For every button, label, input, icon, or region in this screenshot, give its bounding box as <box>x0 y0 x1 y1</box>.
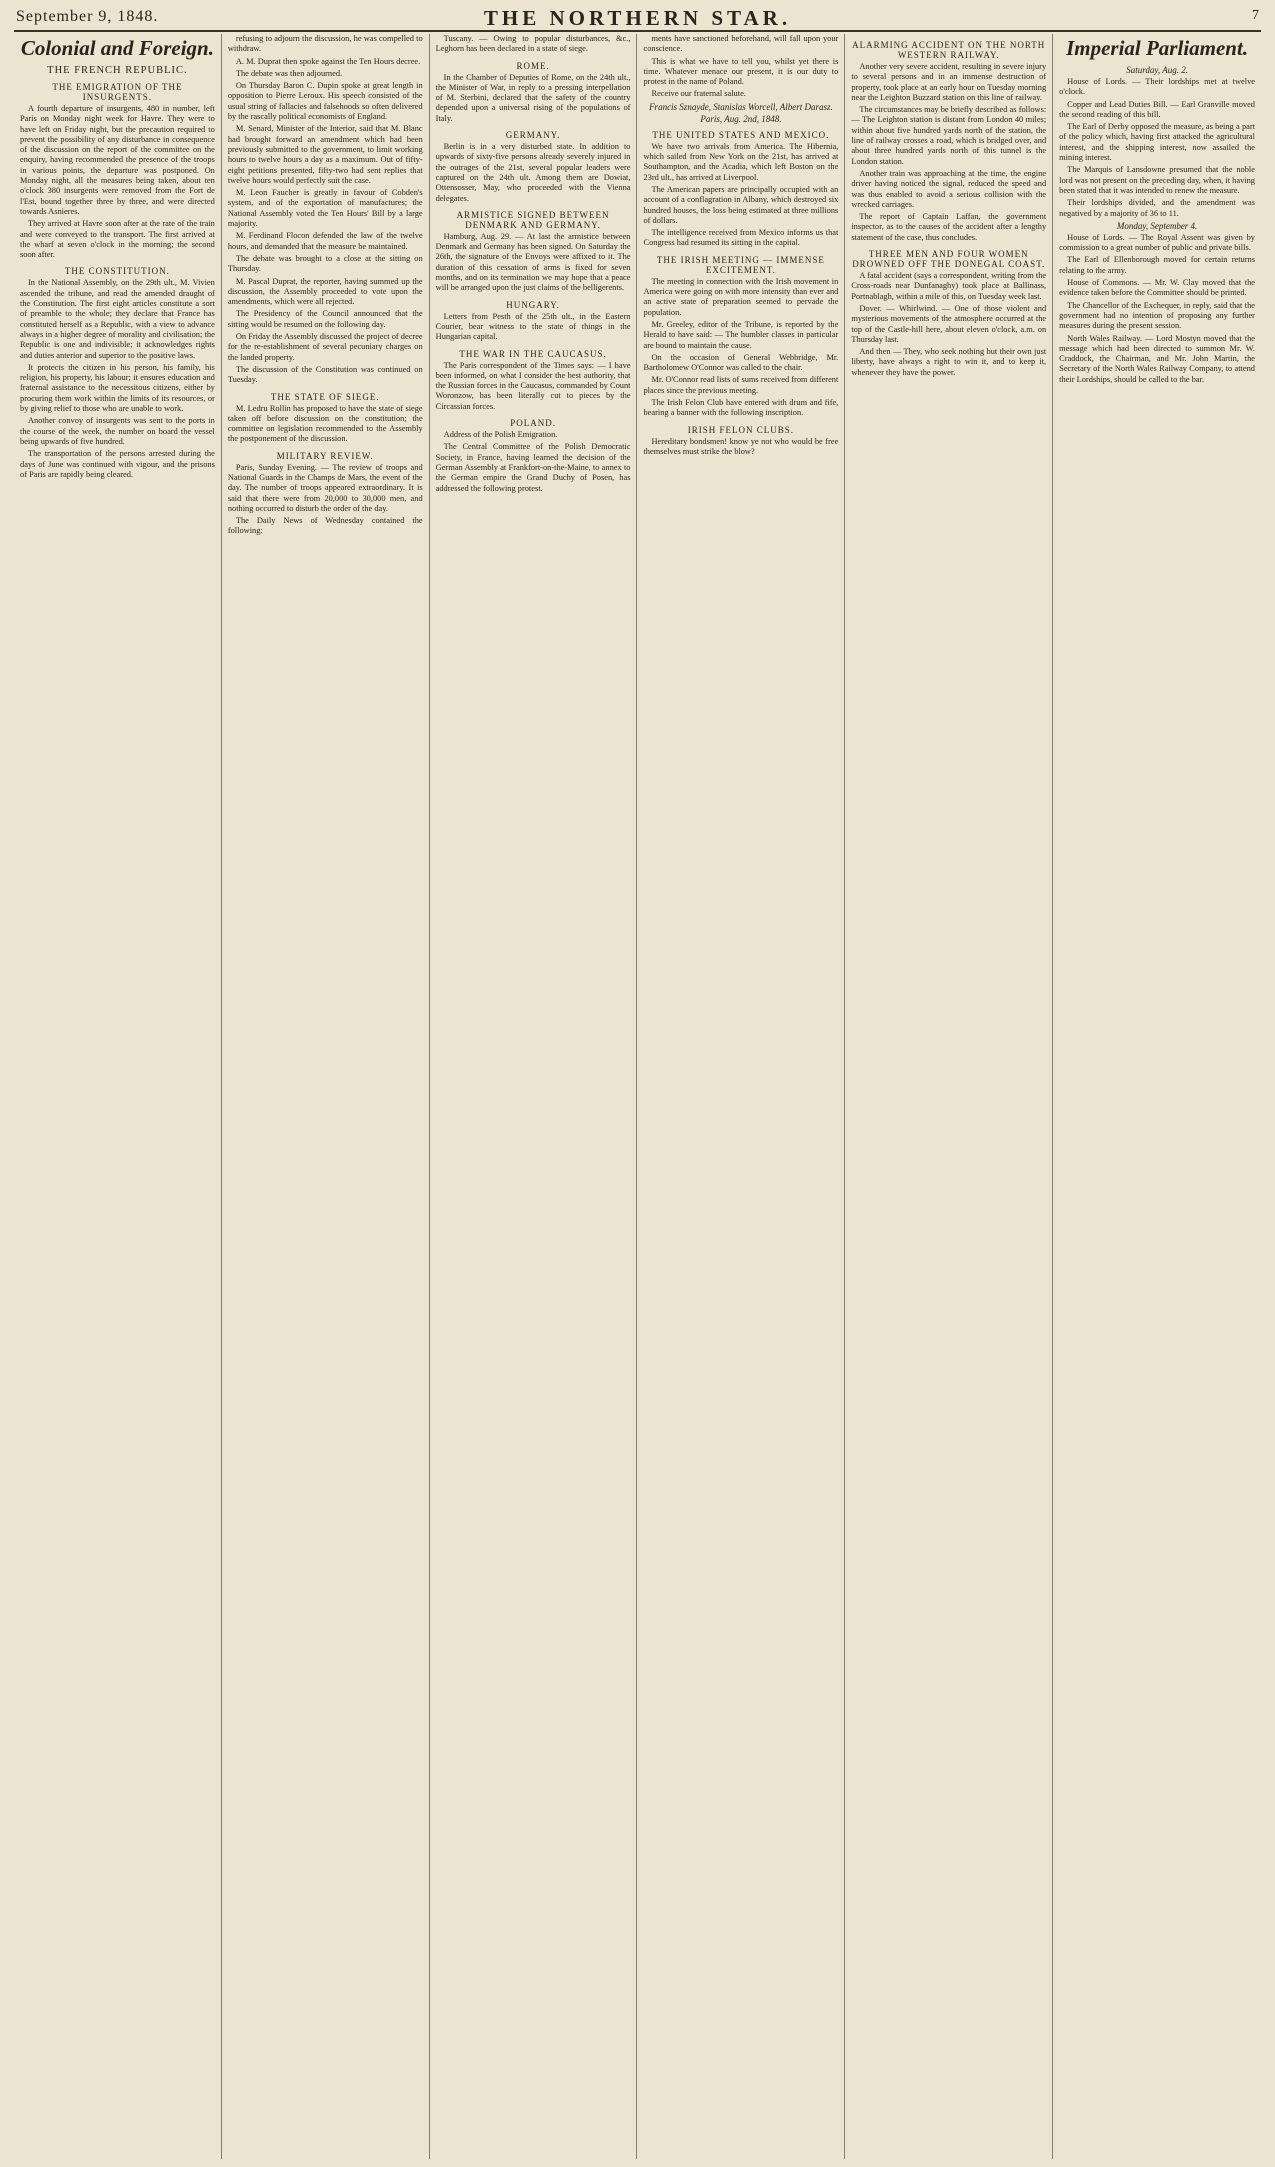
paragraph: The Central Committee of the Polish Democratic Society, in France, having learned the decision of the German Assembly at Frankfort-on-the-Maine, to annex to the German empire the Grand Duchy of Posen, has addressed the following protest. <box>435 442 631 493</box>
dateline: Monday, September 4. <box>1116 220 1198 231</box>
section-title: Colonial and Foreign. <box>20 36 214 60</box>
article-heading: THE STATE OF SIEGE. <box>270 391 380 402</box>
article-heading: GERMANY. <box>505 130 561 141</box>
paragraph: Letters from Pesth of the 25th ult., in the Eastern Courier, bear witness to the state of things in the Hungarian capital. <box>435 311 631 342</box>
paragraph: Mr. O'Connor read lists of sums received from different places since the previous meeting. <box>643 375 839 395</box>
paragraph: Another very severe accident, resulting in severe injury to several persons and in an immense destruction of property, took place at an early hour on Tuesday morning near the Leighton Buzzard station on this line of railway. <box>851 62 1047 102</box>
paragraph: A fourth departure of insurgents, 480 in number, left Paris on Monday night week for Havre. They were to have left on Friday night, but the precaution required to prevent the possibility of any disturbance in consequence of the discussion on the report of the committee on the enquiry, having recommended the presence of the troops in various points, the departure was postponed. On Monday night, all the measures being taken, about ten o'clock 380 insurgents were removed from the Fort de l'Est, bound together three by three, and were directed towards Asnieres. <box>20 104 215 216</box>
paragraph: On Thursday Baron C. Dupin spoke at great length in opposition to Pierre Leroux. His speech consisted of the usual string of fallacies and falsehoods so often delivered by the rascally political economists of England. <box>227 81 423 122</box>
article-heading: ROME. <box>516 60 550 71</box>
paragraph: Hamburg, Aug. 29. — At last the armistice between Denmark and Germany has been signed. On Saturday the 26th, the signature of the Envoys were affixed to it. The duration of this cessation of arms is fixed for seven months, and on its termination we may hope that a peace will be arranged upon the just claims of the belligerents. <box>435 231 631 293</box>
article-heading: THE EMIGRATION OF THE INSURGENTS. <box>52 82 183 102</box>
paragraph: On Friday the Assembly discussed the project of decree for the re-establishment of several pecuniary charges on the landed property. <box>227 332 423 362</box>
paragraph: On the occasion of General Webbridge, Mr. Bartholomew O'Connor was called to the chair. <box>643 352 839 373</box>
paragraph: It protects the citizen in his person, his family, his religion, his property, his labour; it ensures education and fraternal assistance to the necessitous citizens, either by procuring them work within the limits of its resources, or by giving relief to those who are unable to work. <box>20 362 215 414</box>
paragraph: House of Lords. — The Royal Assent was given by commission to a great number of public and private bills. <box>1059 232 1255 253</box>
article-heading: ALARMING ACCIDENT ON THE NORTH WESTERN RAILWAY. <box>852 40 1046 60</box>
dateline: Saturday, Aug. 2. <box>1126 65 1188 75</box>
paragraph: And then — They, who seek nothing but their own just liberty, have always a right to win it, and to keep it, whenever they have the power. <box>851 347 1047 377</box>
paragraph: The Presidency of the Council announced that the sitting would be resumed on the following day. <box>227 309 423 329</box>
column-1 <box>14 34 222 2159</box>
article-columns <box>14 34 1261 2159</box>
paragraph: House of Commons. — Mr. W. Clay moved that the evidence taken before the Committee should be printed. <box>1059 278 1255 298</box>
paragraph: Berlin is in a very disturbed state. In addition to upwards of sixty-five persons already severely injured in the outrages of the 21st, several popular leaders were captured on the 24th ult. Among them are Dowiat, Ottensosser, May, who proceeded with the Vienna delegates. <box>435 142 631 203</box>
column-4 <box>637 34 845 2159</box>
paragraph: Copper and Lead Duties Bill. — Earl Granville moved the second reading of this bill. <box>1059 99 1255 119</box>
paragraph: A fatal accident (says a correspondent, writing from the Cross-roads near Dunfanaghy) took place at Ballinass, Portnablagh, within a mile of this, on Tuesday week last. <box>851 271 1047 301</box>
paragraph: The Chancellor of the Exchequer, in reply, said that the government had no intention of proposing any further measures during the present session. <box>1059 300 1255 331</box>
section-subtitle: THE FRENCH REPUBLIC. <box>47 65 188 76</box>
paragraph: M. Senard, Minister of the Interior, said that M. Blanc had brought forward an amendment which had been previously submitted to the government, to limit working hours to twelve hours a day as a maximum. Out of fifty-eight petitions presented, fifty-two had sent replies that twelve hours would perfectly suit the case. <box>227 124 423 185</box>
paragraph: Hereditary bondsmen! know ye not who would be free themselves must strike the blow? <box>643 436 839 456</box>
paragraph: The debate was brought to a close at the sitting on Thursday. <box>227 253 423 274</box>
paragraph: The Daily News of Wednesday contained the following: <box>227 516 423 536</box>
column-3 <box>430 34 638 2159</box>
paragraph: The Irish Felon Club have entered with drum and fife, bearing a banner with the following inscription. <box>643 398 839 418</box>
paragraph: A. M. Duprat then spoke against the Ten Hours decree. <box>235 56 421 66</box>
paragraph: In the Chamber of Deputies of Rome, on the 24th ult., the Minister of War, in reply to a pressing interpellation of M. Sterbini, declared that the safety of the country depended upon a universal rising of the populations of Italy. <box>435 72 631 123</box>
article-heading: POLAND. <box>510 418 556 429</box>
paragraph: Another train was approaching at the time, the engine driver having noticed the signal, reduced the speed and was thus enabled to avoid a serious collision with the wrecked carriages. <box>851 168 1047 209</box>
article-heading: THE CONSTITUTION. <box>64 266 170 277</box>
article-heading: THE IRISH MEETING — IMMENSE EXCITEMENT. <box>656 254 825 275</box>
article-heading: THE UNITED STATES AND MEXICO. <box>652 129 830 140</box>
paragraph: The circumstances may be briefly described as follows: — The Leighton station is distant from London 40 miles; within about five hundred yards north of the station, the line of railway crosses a road, which is bridged over, and about three hundred yards north of this tunnel is the London station. <box>851 105 1047 166</box>
paragraph: Address of the Polish Emigration. <box>443 430 558 440</box>
paragraph: We have two arrivals from America. The Hibernia, which sailed from New York on the 21st, has arrived at Southampton, and the Acadia, which left Boston on the 23rd ult., has arrived at Liverpool. <box>643 141 839 182</box>
article-heading: HUNGARY. <box>506 299 560 310</box>
paragraph: North Wales Railway. — Lord Mostyn moved that the message which had been directed to summon Mr. W. Craddock, the Chairman, and Mr. John Martin, the Secretary of the North Wales Railway Company, to attend their Lordships, should be called to the bar. <box>1059 333 1255 384</box>
paragraph: Mr. Greeley, editor of the Tribune, is reported by the Herald to have said: — The humbler classes in particular are bound to maintain the cause. <box>643 319 839 350</box>
issue-date: September 9, 1848. <box>16 8 159 25</box>
paragraph: The Earl of Ellenborough moved for certain returns relating to the army. <box>1059 255 1255 275</box>
paragraph: Paris, Sunday Evening. — The review of troops and National Guards in the Champs de Mars, the event of the day. The number of troops appeared extraordinary. It is said that there were from 20,000 to 30,000 men, and nothing occurred to disturb the order of the day. <box>227 462 423 513</box>
article-heading: THE WAR IN THE CAUCASUS. <box>459 348 607 359</box>
column-2 <box>222 34 430 2159</box>
paragraph: ments have sanctioned beforehand, will fall upon your conscience. <box>643 34 839 54</box>
paragraph: The American papers are principally occupied with an account of a conflagration in Albany, which destroyed six hundred houses, the loss being estimated at three millions of dollars. <box>643 184 839 225</box>
paragraph: The Marquis of Lansdowne presumed that the noble lord was not present on the preceding day, when, it having been stated that it was intended to renew the measure. <box>1059 165 1255 195</box>
page-number: 7 <box>1252 8 1259 23</box>
paragraph: Another convoy of insurgents was sent to the ports in the course of the week, the number on board the vessel being upwards of five hundred. <box>20 416 215 446</box>
newspaper-title: THE NORTHERN STAR. <box>483 6 792 30</box>
paragraph: The meeting in connection with the Irish movement in America were going on with more intensity than ever and an active state of preparation seemed to pervade the population. <box>643 276 839 317</box>
dateline: Paris, Aug. 2nd, 1848. <box>700 113 782 124</box>
article-heading: MILITARY REVIEW. <box>276 450 374 461</box>
paragraph: They arrived at Havre soon after at the rate of the train and were conveyed to the transport. The first arrived at the wharf at seven o'clock in the morning; the second soon after. <box>20 219 215 260</box>
paragraph: The Paris correspondent of the Times says: — I have been informed, on what I consider the best authority, that the Russian forces in the Caucasus, commanded by Count Woronzow, has been literally cut to pieces by the Circassian forces. <box>435 360 631 411</box>
paragraph: The Earl of Derby opposed the measure, as being a part of the policy which, having first attacked the agricultural interest, and the shipping interest, now assailed the mining interest. <box>1059 122 1255 163</box>
paragraph: The debate was then adjourned. <box>235 68 343 78</box>
article-heading: IRISH FELON CLUBS. <box>687 424 795 435</box>
paragraph: Tuscany. — Owing to popular disturbances, &c., Leghorn has been declared in a state of siege. <box>435 34 631 54</box>
paragraph: In the National Assembly, on the 29th ult., M. Vivien ascended the tribune, and read the amended draught of the Constitution. The first eight articles constitute a sort of preamble to the whole; they declare that France has constituted herself as a Republic, with a view to advance always in a higher degree of morality and civilisation; the Republic is one and indivisible; it acknowledges rights and duties anterior and superior to the positive laws. <box>20 278 215 360</box>
paragraph: M. Ferdinand Flocon defended the law of the twelve hours, and demanded that the measure be maintained. <box>227 231 423 251</box>
paragraph: The report of Captain Laffan, the government inspector, as to the causes of the accident after a lengthy statement of the case, thus concludes. <box>851 212 1047 242</box>
article-heading: THREE MEN AND FOUR WOMEN DROWNED OFF THE DONEGAL COAST. <box>852 249 1046 270</box>
paragraph: The discussion of the Constitution was continued on Tuesday. <box>227 364 423 385</box>
paragraph: The transportation of the persons arrested during the days of June was continued with vigour, and the prisons of Paris are rapidly being cleared. <box>20 449 215 479</box>
column-6 <box>1053 34 1261 2159</box>
column-5 <box>845 34 1053 2159</box>
section-title: Imperial Parliament. <box>1066 36 1249 60</box>
paragraph: Receive our fraternal salute. <box>651 89 746 99</box>
paragraph: This is what we have to tell you, whilst yet there is time. Whatever menace our present, it is our duty to protest in the name of Poland. <box>643 56 839 87</box>
paragraph: Their lordships divided, and the amendment was negatived by a majority of 36 to 11. <box>1059 198 1255 218</box>
paragraph: House of Lords. — Their lordships met at twelve o'clock. <box>1059 77 1255 97</box>
paragraph: Dover. — Whirlwind. — One of those violent and mysterious movements of the atmosphere occurred at the top of the Castle-hill here, about eleven o'clock, a.m. on Thursday last. <box>851 303 1047 344</box>
paragraph: M. Ledru Rollin has proposed to have the state of siege taken off before discussion on the constitution; the committee on legislation recommended to the Assembly the postponement of the discussion. <box>227 403 423 444</box>
paragraph: The intelligence received from Mexico informs us that Congress had resumed its sitting in the capital. <box>643 228 839 248</box>
masthead <box>14 6 1261 32</box>
article-heading: ARMISTICE SIGNED BETWEEN DENMARK AND GERMANY. <box>456 209 610 230</box>
paragraph: M. Leon Faucher is greatly in favour of Cobden's system, and of the exportation of manufactures; the National Assembly voted the Ten Hours' Bill by a large majority. <box>227 188 423 229</box>
paragraph: M. Pascal Duprat, the reporter, having summed up the discussion, the Assembly proceeded to vote upon the amendments, which were all rejected. <box>227 276 423 307</box>
signature: Francis Sznayde, Stanislas Worcell, Albert Darasz. <box>649 101 833 112</box>
paragraph: refusing to adjourn the discussion, he was compelled to withdraw. <box>227 34 423 54</box>
